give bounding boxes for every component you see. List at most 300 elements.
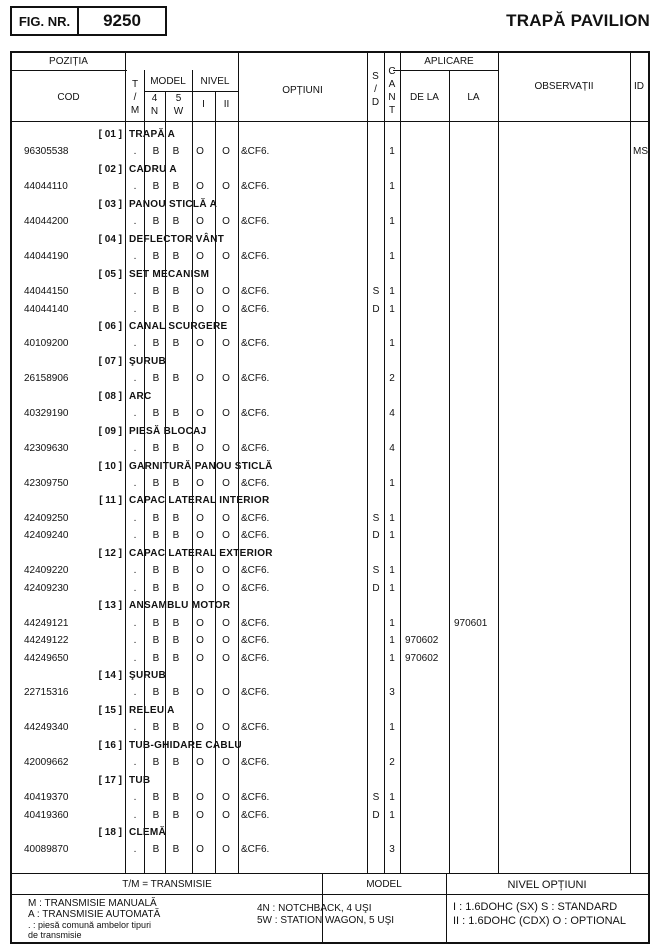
part-quantity: 2 — [389, 757, 395, 769]
part-nivel-ii: O — [222, 582, 230, 594]
part-transmission: . — [133, 617, 137, 629]
part-name: PANOU STICLĂ A — [129, 198, 218, 210]
part-side: D — [372, 582, 380, 594]
part-quantity: 1 — [389, 635, 395, 647]
part-nivel-i: O — [196, 635, 204, 647]
part-nivel-ii: O — [222, 652, 230, 664]
part-transmission: . — [133, 373, 137, 385]
part-model-5w: B — [172, 635, 180, 647]
table-row — [12, 284, 648, 301]
part-nivel-i: O — [196, 565, 204, 577]
part-nivel-ii: O — [222, 478, 230, 489]
part-model-5w: B — [172, 687, 180, 699]
part-nivel-ii: O — [222, 530, 230, 542]
part-nivel-ii: O — [222, 286, 230, 298]
part-nivel-ii: O — [222, 792, 230, 804]
position-number: [ 15 ] — [98, 704, 122, 716]
part-nivel-i: O — [196, 373, 204, 385]
part-nivel-ii: O — [222, 338, 230, 350]
table-row — [12, 685, 648, 702]
table-row — [12, 581, 648, 598]
part-transmission: . — [133, 286, 137, 298]
part-code: 42409240 — [24, 530, 69, 542]
table-row — [12, 336, 648, 353]
position-number: [ 17 ] — [98, 774, 122, 786]
col-model: MODEL — [150, 76, 186, 87]
part-quantity: 4 — [389, 408, 395, 420]
part-optiuni: &CF6. — [241, 530, 270, 542]
part-code: 40419360 — [24, 809, 69, 821]
legend-model-line-2: 5W : STATION WAGON, 5 UŞI — [257, 915, 395, 926]
position-number: [ 12 ] — [98, 547, 122, 559]
position-number: [ 01 ] — [98, 129, 122, 140]
part-optiuni: &CF6. — [241, 373, 270, 385]
part-model-4n: B — [152, 565, 160, 577]
part-model-4n: B — [152, 757, 160, 769]
table-row — [12, 651, 648, 668]
part-model-5w: B — [172, 757, 180, 769]
part-transmission: . — [133, 722, 137, 734]
part-transmission: . — [133, 652, 137, 664]
part-code: 40109200 — [24, 338, 69, 350]
part-model-5w: B — [172, 617, 180, 629]
part-optiuni: &CF6. — [241, 181, 270, 193]
part-optiuni: &CF6. — [241, 757, 270, 769]
part-nivel-ii: O — [222, 809, 230, 821]
part-name: CLEMĂ — [129, 827, 167, 838]
position-number: [ 08 ] — [98, 390, 122, 402]
part-model-4n: B — [152, 792, 160, 804]
part-nivel-ii: O — [222, 512, 230, 524]
part-quantity: 1 — [389, 338, 395, 350]
col-de-la: DE LA — [410, 92, 439, 103]
part-side: D — [372, 303, 380, 315]
part-name: RELEU A — [129, 704, 175, 716]
col-nivel: NIVEL — [200, 76, 230, 87]
part-nivel-i: O — [196, 809, 204, 821]
part-quantity: 1 — [389, 722, 395, 734]
col-model-5w-a: 5 — [175, 93, 182, 104]
part-nivel-i: O — [196, 582, 204, 594]
part-transmission: . — [133, 809, 137, 821]
table-row — [12, 616, 648, 633]
figure-label: FIG. NR. — [12, 8, 79, 34]
part-model-4n: B — [152, 251, 160, 263]
group-header-row — [12, 354, 648, 371]
part-optiuni: &CF6. — [241, 844, 270, 856]
part-model-4n: B — [152, 530, 160, 542]
part-nivel-ii: O — [222, 722, 230, 734]
part-code: 40089870 — [24, 844, 69, 856]
part-code: 22715316 — [24, 687, 69, 699]
part-nivel-ii: O — [222, 443, 230, 455]
part-code: 44249340 — [24, 722, 69, 734]
part-nivel-i: O — [196, 652, 204, 664]
col-optiuni: OPȚIUNI — [282, 85, 323, 96]
group-header-row — [12, 162, 648, 179]
part-nivel-ii: O — [222, 146, 230, 158]
part-nivel-ii: O — [222, 373, 230, 385]
col-tm-3: M — [130, 105, 140, 116]
part-de-la: 970602 — [405, 635, 439, 647]
part-name: ANSAMBLU MOTOR — [129, 600, 231, 612]
part-optiuni: &CF6. — [241, 722, 270, 734]
part-quantity: 1 — [389, 303, 395, 315]
part-model-4n: B — [152, 216, 160, 228]
part-quantity: 1 — [389, 216, 395, 228]
group-header-row — [12, 389, 648, 406]
part-model-5w: B — [172, 652, 180, 664]
part-transmission: . — [133, 635, 137, 647]
position-number: [ 02 ] — [98, 163, 122, 175]
col-cant-1: C — [388, 66, 396, 77]
part-code: 44044190 — [24, 251, 69, 263]
part-model-4n: B — [152, 373, 160, 385]
group-header-row — [12, 267, 648, 284]
group-header-row — [12, 197, 648, 214]
part-nivel-ii: O — [222, 635, 230, 647]
position-number: [ 13 ] — [98, 600, 122, 612]
position-number: [ 16 ] — [98, 739, 122, 751]
group-header-row — [12, 459, 648, 476]
part-optiuni: &CF6. — [241, 582, 270, 594]
part-nivel-i: O — [196, 478, 204, 489]
group-header-row — [12, 773, 648, 790]
col-la: LA — [467, 92, 480, 103]
part-code: 44044140 — [24, 303, 69, 315]
parts-table — [10, 51, 650, 944]
col-tm-1: T — [131, 79, 139, 90]
part-nivel-ii: O — [222, 617, 230, 629]
legend-nivel-title: NIVEL OPȚIUNI — [507, 879, 587, 891]
part-model-5w: B — [172, 582, 180, 594]
part-nivel-i: O — [196, 792, 204, 804]
part-code: 40419370 — [24, 792, 69, 804]
part-code: 42309750 — [24, 478, 69, 489]
part-model-5w: B — [172, 181, 180, 193]
part-transmission: . — [133, 303, 137, 315]
part-la: 970601 — [454, 617, 488, 629]
legend-nivel-line-2: II : 1.6DOHC (CDX) O : OPTIONAL — [453, 915, 626, 927]
part-model-4n: B — [152, 408, 160, 420]
table-row — [12, 842, 648, 859]
part-quantity: 1 — [389, 617, 395, 629]
position-number: [ 18 ] — [98, 827, 122, 838]
part-name: ŞURUB — [129, 355, 167, 367]
part-transmission: . — [133, 338, 137, 350]
col-pozitia: POZIȚIA — [49, 56, 88, 67]
table-row — [12, 790, 648, 807]
part-model-5w: B — [172, 338, 180, 350]
part-code: 44249122 — [24, 635, 69, 647]
part-nivel-ii: O — [222, 757, 230, 769]
group-header-row — [12, 127, 648, 144]
part-model-5w: B — [172, 216, 180, 228]
table-row — [12, 249, 648, 266]
col-cant-4: T — [388, 105, 396, 116]
part-side: S — [372, 792, 380, 804]
part-nivel-i: O — [196, 338, 204, 350]
part-model-4n: B — [152, 443, 160, 455]
part-nivel-i: O — [196, 286, 204, 298]
part-optiuni: &CF6. — [241, 408, 270, 420]
legend-model-title: MODEL — [366, 879, 402, 890]
part-transmission: . — [133, 530, 137, 542]
part-model-5w: B — [172, 303, 180, 315]
part-nivel-i: O — [196, 303, 204, 315]
position-number: [ 04 ] — [98, 233, 122, 245]
part-nivel-ii: O — [222, 251, 230, 263]
part-model-5w: B — [172, 478, 180, 489]
part-transmission: . — [133, 757, 137, 769]
part-nivel-ii: O — [222, 181, 230, 193]
part-name: PIESĂ BLOCAJ — [129, 425, 207, 437]
table-row — [12, 214, 648, 231]
position-number: [ 05 ] — [98, 268, 122, 280]
part-quantity: 1 — [389, 181, 395, 193]
part-model-5w: B — [172, 809, 180, 821]
group-header-row — [12, 319, 648, 336]
part-nivel-i: O — [196, 844, 204, 856]
table-row — [12, 755, 648, 772]
part-name: CANAL SCURGERE — [129, 320, 228, 332]
part-quantity: 1 — [389, 286, 395, 298]
part-nivel-i: O — [196, 512, 204, 524]
col-tm-2: / — [133, 92, 137, 103]
part-model-5w: B — [172, 251, 180, 263]
table-row — [12, 511, 648, 528]
col-model-4n-a: 4 — [151, 93, 158, 104]
part-quantity: 1 — [389, 478, 395, 489]
part-code: 42009662 — [24, 757, 69, 769]
legend-model-line-1: 4N : NOTCHBACK, 4 UŞI — [257, 903, 372, 914]
figure-number-box — [10, 6, 167, 36]
part-side: D — [372, 530, 380, 542]
part-name: TRAPĂ A — [129, 129, 176, 140]
part-quantity: 1 — [389, 251, 395, 263]
part-optiuni: &CF6. — [241, 478, 270, 489]
part-name: SET MECANISM — [129, 268, 210, 280]
position-number: [ 14 ] — [98, 669, 122, 681]
table-row — [12, 406, 648, 423]
part-optiuni: &CF6. — [241, 809, 270, 821]
table-row — [12, 563, 648, 580]
legend-nivel-line-1: I : 1.6DOHC (SX) S : STANDARD — [453, 901, 618, 913]
part-model-4n: B — [152, 809, 160, 821]
part-nivel-ii: O — [222, 216, 230, 228]
part-code: 44044150 — [24, 286, 69, 298]
part-name: CAPAC LATERAL INTERIOR — [129, 495, 270, 507]
part-name: CADRU A — [129, 163, 177, 175]
part-optiuni: &CF6. — [241, 286, 270, 298]
part-model-4n: B — [152, 303, 160, 315]
part-nivel-i: O — [196, 251, 204, 263]
part-quantity: 3 — [389, 687, 395, 699]
part-name: ARC — [129, 390, 152, 402]
part-optiuni: &CF6. — [241, 216, 270, 228]
part-model-5w: B — [172, 792, 180, 804]
col-observatii: OBSERVAȚII — [534, 81, 594, 92]
part-model-5w: B — [172, 844, 180, 856]
part-optiuni: &CF6. — [241, 565, 270, 577]
part-nivel-i: O — [196, 146, 204, 158]
part-name: GARNITURĂ PANOU STICLĂ — [129, 460, 273, 472]
part-code: 44044110 — [24, 181, 68, 193]
col-id: ID — [634, 81, 644, 92]
part-name: CAPAC LATERAL EXTERIOR — [129, 547, 273, 559]
part-model-4n: B — [152, 512, 160, 524]
part-nivel-i: O — [196, 530, 204, 542]
part-nivel-i: O — [196, 216, 204, 228]
position-number: [ 10 ] — [98, 460, 122, 472]
group-header-row — [12, 598, 648, 615]
part-quantity: 2 — [389, 373, 395, 385]
part-code: 42409230 — [24, 582, 69, 594]
legend-tm-line-3: . : piesă comună ambelor tipuri — [28, 920, 152, 930]
part-id: MS — [633, 146, 648, 158]
part-nivel-i: O — [196, 617, 204, 629]
part-model-5w: B — [172, 286, 180, 298]
part-optiuni: &CF6. — [241, 338, 270, 350]
part-code: 96305538 — [24, 146, 69, 158]
part-model-4n: B — [152, 338, 160, 350]
part-optiuni: &CF6. — [241, 251, 270, 263]
part-transmission: . — [133, 844, 137, 856]
part-model-5w: B — [172, 443, 180, 455]
legend-tm-line-1: M : TRANSMISIE MANUALĂ — [28, 898, 157, 909]
table-row — [12, 720, 648, 737]
part-transmission: . — [133, 565, 137, 577]
position-number: [ 07 ] — [98, 355, 122, 367]
part-quantity: 1 — [389, 512, 395, 524]
part-transmission: . — [133, 216, 137, 228]
table-row — [12, 808, 648, 825]
part-nivel-ii: O — [222, 303, 230, 315]
part-optiuni: &CF6. — [241, 687, 270, 699]
part-model-4n: B — [152, 617, 160, 629]
col-sd-3: D — [371, 97, 380, 108]
part-name: DEFLECTOR VÂNT — [129, 233, 225, 245]
part-model-4n: B — [152, 286, 160, 298]
group-header-row — [12, 546, 648, 563]
col-sd-1: S — [372, 71, 379, 82]
part-transmission: . — [133, 792, 137, 804]
part-model-5w: B — [172, 565, 180, 577]
col-sd-2: / — [374, 84, 377, 95]
part-nivel-ii: O — [222, 408, 230, 420]
part-optiuni: &CF6. — [241, 652, 270, 664]
part-optiuni: &CF6. — [241, 635, 270, 647]
page-title: TRAPĂ PAVILION — [506, 11, 650, 30]
part-quantity: 1 — [389, 792, 395, 804]
legend-tm-line-2: A : TRANSMISIE AUTOMATĂ — [28, 909, 161, 920]
part-side: S — [372, 286, 380, 298]
col-cant-2: A — [388, 79, 396, 90]
table-row — [12, 371, 648, 388]
part-code: 44249121 — [24, 617, 69, 629]
col-nivel-ii: II — [223, 99, 230, 110]
part-optiuni: &CF6. — [241, 512, 270, 524]
col-cod: COD — [57, 92, 80, 103]
group-header-row — [12, 493, 648, 510]
part-nivel-i: O — [196, 687, 204, 699]
part-optiuni: &CF6. — [241, 146, 270, 158]
part-model-4n: B — [152, 478, 160, 489]
part-name: ŞURUB — [129, 669, 167, 681]
position-number: [ 11 ] — [99, 495, 122, 507]
part-code: 40329190 — [24, 408, 69, 420]
table-row — [12, 476, 648, 493]
figure-number: 9250 — [103, 11, 141, 30]
part-model-5w: B — [172, 408, 180, 420]
part-code: 42409220 — [24, 565, 69, 577]
table-row — [12, 144, 648, 161]
col-model-5w-b: W — [173, 106, 184, 117]
part-code: 42309630 — [24, 443, 69, 455]
part-transmission: . — [133, 478, 137, 489]
position-number: [ 09 ] — [98, 425, 122, 437]
part-nivel-i: O — [196, 722, 204, 734]
part-transmission: . — [133, 251, 137, 263]
part-optiuni: &CF6. — [241, 303, 270, 315]
table-row — [12, 633, 648, 650]
part-nivel-ii: O — [222, 844, 230, 856]
part-nivel-i: O — [196, 408, 204, 420]
part-model-5w: B — [172, 512, 180, 524]
col-cant-3: N — [388, 92, 396, 103]
part-transmission: . — [133, 582, 137, 594]
part-transmission: . — [133, 687, 137, 699]
group-header-row — [12, 232, 648, 249]
part-side: S — [372, 565, 380, 577]
part-nivel-ii: O — [222, 687, 230, 699]
part-transmission: . — [133, 443, 137, 455]
part-quantity: 1 — [389, 565, 395, 577]
col-aplicare: APLICARE — [424, 56, 474, 67]
part-model-5w: B — [172, 373, 180, 385]
part-nivel-ii: O — [222, 565, 230, 577]
part-de-la: 970602 — [405, 652, 439, 664]
part-model-5w: B — [172, 530, 180, 542]
part-nivel-i: O — [196, 181, 204, 193]
part-transmission: . — [133, 181, 137, 193]
part-quantity: 1 — [389, 582, 395, 594]
part-quantity: 4 — [389, 443, 395, 455]
part-model-4n: B — [152, 687, 160, 699]
part-model-4n: B — [152, 844, 160, 856]
part-side: S — [372, 512, 380, 524]
part-code: 42409250 — [24, 512, 69, 524]
table-row — [12, 528, 648, 545]
part-model-4n: B — [152, 146, 160, 158]
part-optiuni: &CF6. — [241, 617, 270, 629]
part-model-5w: B — [172, 722, 180, 734]
part-nivel-i: O — [196, 757, 204, 769]
group-header-row — [12, 703, 648, 720]
position-number: [ 03 ] — [98, 198, 122, 210]
part-model-4n: B — [152, 652, 160, 664]
part-model-5w: B — [172, 146, 180, 158]
part-side: D — [372, 809, 380, 821]
part-code: 44044200 — [24, 216, 69, 228]
part-transmission: . — [133, 408, 137, 420]
table-row — [12, 302, 648, 319]
table-row — [12, 441, 648, 458]
col-model-4n-b: N — [150, 106, 159, 117]
part-transmission: . — [133, 512, 137, 524]
col-nivel-i: I — [202, 99, 205, 110]
part-quantity: 3 — [389, 844, 395, 856]
